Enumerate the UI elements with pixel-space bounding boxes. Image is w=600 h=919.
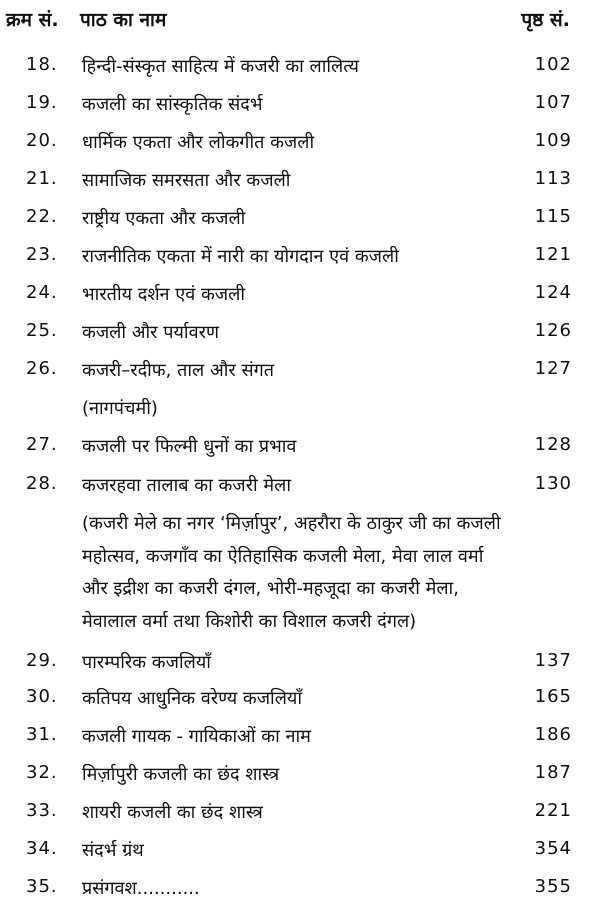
note-line: मेवालाल वर्मा तथा किशोरी का विशाल कजरी दंगल)	[82, 610, 417, 632]
entry-number: 23.	[26, 244, 58, 265]
entry-number: 22.	[26, 206, 58, 227]
entry-number: 24.	[26, 282, 58, 303]
entry-number: 32.	[26, 762, 58, 783]
entry-page: 127	[534, 358, 572, 379]
entry-number: 21.	[26, 168, 58, 189]
entry-title: कजली का सांस्कृतिक संदर्भ	[82, 94, 263, 115]
entry-title: धार्मिक एकता और लोकगीत कजली	[82, 132, 315, 153]
entry-page: 126	[534, 320, 572, 341]
entry-number: 35.	[26, 876, 58, 897]
entry-page: 128	[534, 434, 572, 455]
entry-number: 34.	[26, 838, 58, 859]
toc-header	[0, 0, 600, 46]
entry-page: 124	[534, 282, 572, 303]
entry-number: 27.	[26, 434, 58, 455]
title-heading: पाठ का नाम	[80, 9, 167, 31]
note-line: महोत्सव, कजगाँव का ऐतिहासिक कजली मेला, मेवा लाल वर्मा	[82, 545, 484, 567]
entry-page: 137	[534, 650, 572, 671]
entry-title: कजली और पर्यावरण	[82, 322, 219, 343]
page-heading: पृष्ठ सं.	[521, 9, 570, 31]
entry-number: 19.	[26, 92, 58, 113]
entry-title: राष्ट्रीय एकता और कजली	[82, 208, 246, 229]
entry-page: 109	[534, 130, 572, 151]
entry-number: 29.	[26, 650, 58, 671]
entry-number: 18.	[26, 54, 58, 75]
entry-page: 186	[534, 724, 572, 745]
entry-page: 165	[534, 686, 572, 707]
entry-page: 107	[534, 92, 572, 113]
entry-number: 28.	[26, 473, 58, 494]
entry-title: भारतीय दर्शन एवं कजली	[82, 284, 246, 305]
note-line: और इद्रीश का कजरी दंगल, भोरी-महजूदा का कजरी मेला,	[82, 578, 459, 599]
entry-title: प्रसंगवश...........	[82, 878, 200, 899]
entry-page: 221	[534, 800, 572, 821]
entry-title: सामाजिक समरसता और कजली	[82, 170, 291, 191]
entry-page: 187	[534, 762, 572, 783]
entry-title: पारम्परिक कजलियाँ	[82, 652, 211, 673]
entry-title: शायरी कजली का छंद शास्त्र	[82, 802, 263, 823]
entry-page: 121	[534, 244, 572, 265]
entry-number: 30.	[26, 686, 58, 707]
entry-number: 33.	[26, 800, 58, 821]
entry-page: 102	[534, 54, 572, 75]
entry-number: 25.	[26, 320, 58, 341]
entry-subtitle: (नागपंचमी)	[82, 398, 158, 419]
entry-title: मिर्ज़ापुरी कजली का छंद शास्त्र	[82, 764, 280, 785]
note-line: (कजरी मेले का नगर ‘मिर्ज़ापुर’, अहरौरा के ठाकुर जी का कजली	[82, 513, 501, 534]
entry-title: राजनीतिक एकता में नारी का योगदान एवं कजली	[82, 246, 399, 267]
entry-note	[82, 508, 582, 638]
entry-number: 31.	[26, 724, 58, 745]
entry-title: कजरहवा तालाब का कजरी मेला	[82, 475, 292, 496]
entry-page: 130	[534, 473, 572, 494]
entry-page: 355	[534, 876, 572, 897]
entry-number: 20.	[26, 130, 58, 151]
serial-heading: क्रम सं.	[6, 9, 59, 31]
entry-number: 26.	[26, 358, 58, 379]
entry-title: कजली गायक - गायिकाओं का नाम	[82, 726, 311, 747]
entry-title: हिन्दी-संस्कृत साहित्य में कजरी का लालित्य	[82, 56, 359, 77]
entry-page: 113	[534, 168, 572, 189]
entry-page: 115	[534, 206, 572, 227]
entry-page: 354	[534, 838, 572, 859]
entry-title: कजली पर फिल्मी धुनों का प्रभाव	[82, 436, 297, 457]
entry-title: कजरी–रदीफ, ताल और संगत	[82, 360, 275, 381]
entry-title: कतिपय आधुनिक वरेण्य कजलियाँ	[82, 688, 303, 709]
entry-title: संदर्भ ग्रंथ	[82, 840, 144, 861]
